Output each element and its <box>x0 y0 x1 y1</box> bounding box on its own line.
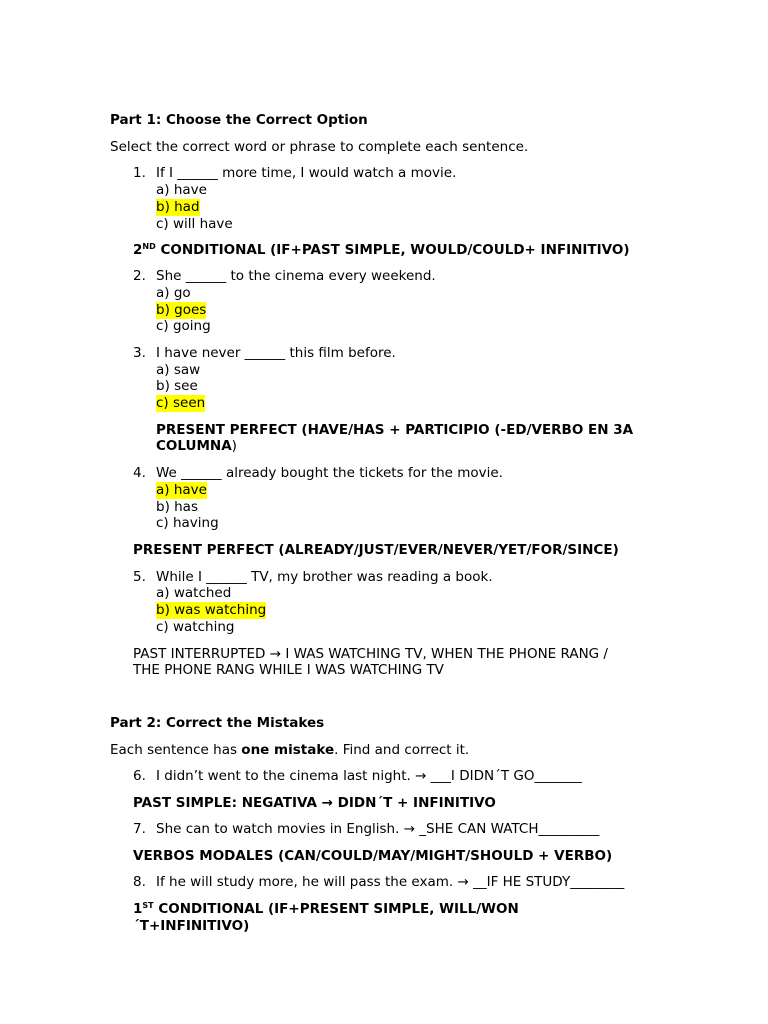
q3-option-b: b) see <box>156 378 198 394</box>
note-present-perfect-line2: COLUMNA) <box>156 438 237 454</box>
q3-option-a: a) saw <box>156 362 201 378</box>
q1-option-c: c) will have <box>156 216 233 232</box>
part1-title: Part 1: Choose the Correct Option <box>110 112 368 128</box>
q8-text: If he will study more, he will pass the exam. → __IF HE STUDY________ <box>156 874 625 890</box>
q6-number: 6. <box>133 768 146 784</box>
q4-text: We ______ already bought the tickets for the movie. <box>156 465 503 481</box>
note-present-perfect-adverbs: PRESENT PERFECT (ALREADY/JUST/EVER/NEVER/YET/FOR/SINCE) <box>133 542 619 558</box>
q4-number: 4. <box>133 465 146 481</box>
q5-option-b-highlighted: b) was watching <box>156 602 267 618</box>
q4-option-b: b) has <box>156 499 198 515</box>
q5-option-a: a) watched <box>156 585 232 601</box>
q2-option-c: c) going <box>156 318 211 334</box>
note-past-simple-negative: PAST SIMPLE: NEGATIVA → DIDN´T + INFINITIVO <box>133 795 496 811</box>
q7-number: 7. <box>133 821 146 837</box>
q1-option-b-highlighted: b) had <box>156 199 200 215</box>
q2-number: 2. <box>133 268 146 284</box>
note-present-perfect-line1: PRESENT PERFECT (HAVE/HAS + PARTICIPIO (-ED/VERBO EN 3A <box>156 422 634 438</box>
q3-text: I have never ______ this film before. <box>156 345 396 361</box>
part2-instruction: Each sentence has one mistake. Find and correct it. <box>110 742 470 758</box>
part1-instruction: Select the correct word or phrase to complete each sentence. <box>110 139 529 155</box>
q5-text: While I ______ TV, my brother was reading a book. <box>156 569 493 585</box>
q5-number: 5. <box>133 569 146 585</box>
q1-option-a: a) have <box>156 182 207 198</box>
note-first-conditional-line1: 1ST CONDITIONAL (IF+PRESENT SIMPLE, WILL/WON <box>133 901 519 917</box>
q7-text: She can to watch movies in English. → _SHE CAN WATCH_________ <box>156 821 600 837</box>
note-past-interrupted-line2: THE PHONE RANG WHILE I WAS WATCHING TV <box>133 662 444 678</box>
q2-text: She ______ to the cinema every weekend. <box>156 268 436 284</box>
note-past-interrupted-line1: PAST INTERRUPTED → I WAS WATCHING TV, WHEN THE PHONE RANG / <box>133 646 608 662</box>
part2-title: Part 2: Correct the Mistakes <box>110 715 325 731</box>
q3-number: 3. <box>133 345 146 361</box>
q2-option-b-highlighted: b) goes <box>156 302 207 318</box>
q4-option-c: c) having <box>156 515 219 531</box>
q2-option-a: a) go <box>156 285 191 301</box>
q1-number: 1. <box>133 165 146 181</box>
q5-option-c: c) watching <box>156 619 235 635</box>
q6-text: I didn’t went to the cinema last night. → ___I DIDN´T GO_______ <box>156 768 582 784</box>
q8-number: 8. <box>133 874 146 890</box>
note-second-conditional: 2ND CONDITIONAL (IF+PAST SIMPLE, WOULD/COULD+ INFINITIVO) <box>133 242 630 258</box>
q1-text: If I ______ more time, I would watch a movie. <box>156 165 457 181</box>
note-modal-verbs: VERBOS MODALES (CAN/COULD/MAY/MIGHT/SHOULD + VERBO) <box>133 848 613 864</box>
q3-option-c-highlighted: c) seen <box>156 395 206 411</box>
note-first-conditional-line2: ´T+INFINITIVO) <box>133 918 250 934</box>
q4-option-a-highlighted: a) have <box>156 482 207 498</box>
